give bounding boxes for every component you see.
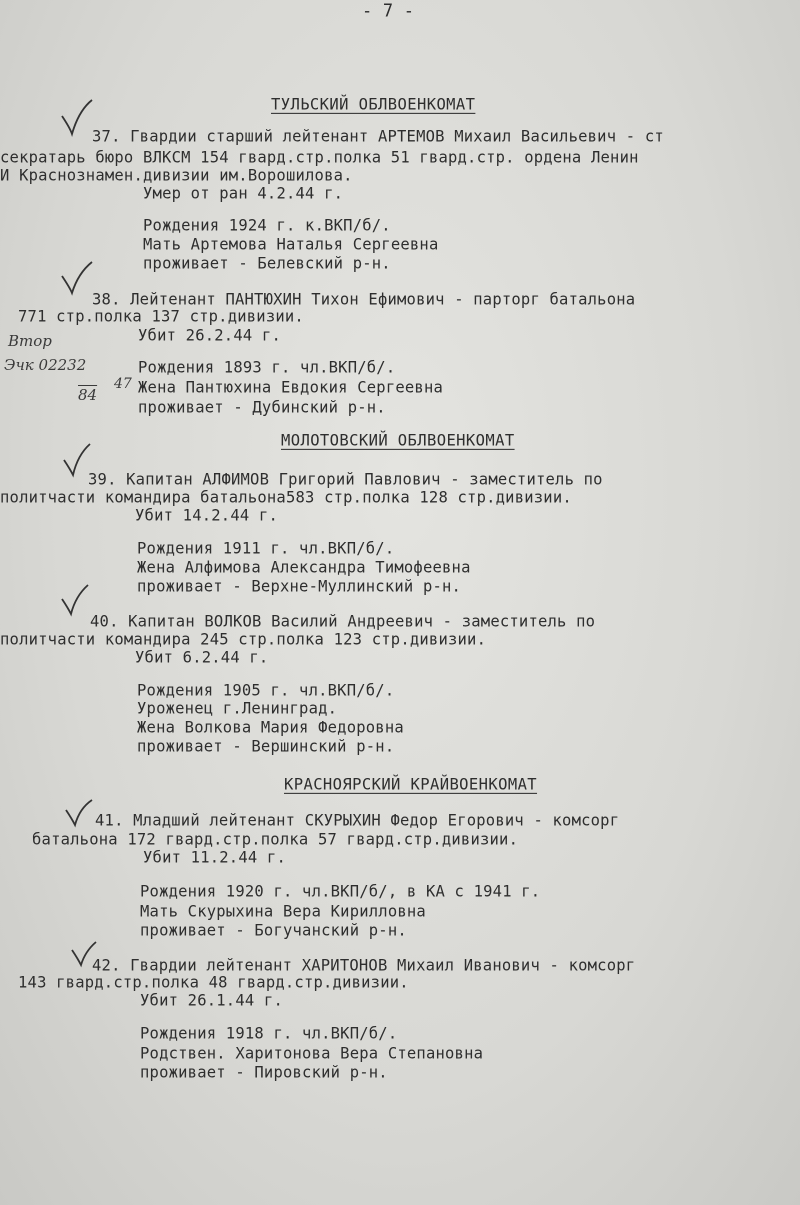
- entry-40-line-7: проживает - Вершинский р-н.: [137, 737, 395, 756]
- entry-40-line-4: Рождения 1905 г. чл.ВКП/б/.: [137, 681, 395, 700]
- entry-37-line-4: Умер от ран 4.2.44 г.: [143, 184, 344, 203]
- entry-42-line-3: Убит 26.1.44 г.: [140, 991, 283, 1010]
- section-header-molotov: МОЛОТОВСКИЙ ОБЛВОЕНКОМАТ: [281, 431, 515, 450]
- entry-39-line-4: Рождения 1911 г. чл.ВКП/б/.: [137, 539, 395, 558]
- margin-note-vtor: Втор: [8, 332, 52, 350]
- page-number: - 7 -: [362, 0, 415, 22]
- entry-37-line-7: проживает - Белевский р-н.: [143, 254, 391, 273]
- entry-41-line-3: Убит 11.2.44 г.: [143, 848, 286, 867]
- entry-42-line-5: Родствен. Харитонова Вера Степановна: [140, 1044, 484, 1063]
- margin-note-47: 47: [114, 376, 132, 392]
- entry-41-line-2: батальона 172 гвард.стр.полка 57 гвард.стр.дивизии.: [32, 830, 519, 849]
- checkmark-icon: [60, 98, 96, 138]
- margin-note-84: 84: [78, 386, 98, 404]
- entry-42-line-2: 143 гвард.стр.полка 48 гвард.стр.дивизии.: [18, 973, 409, 992]
- checkmark-icon: [70, 940, 98, 968]
- entry-38-line-2: 771 стр.полка 137 стр.дивизии.: [18, 307, 304, 326]
- entry-38-line-4: Рождения 1893 г. чл.ВКП/б/.: [138, 358, 396, 377]
- entry-42-line-6: проживает - Пировский р-н.: [140, 1063, 388, 1082]
- entry-39-line-5: Жена Алфимова Александра Тимофеевна: [137, 558, 471, 577]
- entry-38-line-6: проживает - Дубинский р-н.: [138, 398, 386, 417]
- entry-42-line-1: 42. Гвардии лейтенант ХАРИТОНОВ Михаил Иванович - комсорг: [92, 956, 636, 975]
- entry-37-line-5: Рождения 1924 г. к.ВКП/б/.: [143, 216, 391, 235]
- entry-40-line-6: Жена Волкова Мария Федоровна: [137, 718, 404, 737]
- entry-41-line-5: Мать Скурыхина Вера Кирилловна: [140, 902, 426, 921]
- entry-40-line-3: Убит 6.2.44 г.: [135, 648, 269, 667]
- entry-40-line-2: политчасти командира 245 стр.полка 123 стр.дивизии.: [0, 630, 487, 649]
- entry-37-line-6: Мать Артемова Наталья Сергеевна: [143, 235, 439, 254]
- entry-39-line-1: 39. Капитан АЛФИМОВ Григорий Павлович - заместитель по: [88, 470, 603, 489]
- checkmark-icon: [64, 798, 94, 828]
- entry-40-line-5: Уроженец г.Ленинград.: [137, 699, 338, 718]
- entry-39-line-6: проживает - Верхне-Муллинский р-н.: [137, 577, 462, 596]
- checkmark-icon: [60, 260, 96, 296]
- entry-40-line-1: 40. Капитан ВОЛКОВ Василий Андреевич - заместитель по: [90, 612, 596, 631]
- entry-38-line-1: 38. Лейтенант ПАНТЮХИН Тихон Ефимович - парторг батальона: [92, 290, 636, 309]
- entry-39-line-3: Убит 14.2.44 г.: [135, 506, 278, 525]
- checkmark-icon: [62, 442, 92, 478]
- entry-37-line-1: 37. Гвардии старший лейтенант АРТЕМОВ Михаил Васильевич - ст: [92, 127, 664, 146]
- entry-38-line-3: Убит 26.2.44 г.: [138, 326, 281, 345]
- entry-41-line-6: проживает - Богучанский р-н.: [140, 921, 407, 940]
- checkmark-icon: [60, 583, 90, 617]
- section-header-krasnoyarsk: КРАСНОЯРСКИЙ КРАЙВОЕНКОМАТ: [284, 775, 538, 794]
- section-header-tula: ТУЛЬСКИЙ ОБЛВОЕНКОМАТ: [271, 95, 476, 114]
- entry-41-line-1: 41. Младший лейтенант СКУРЫХИН Федор Егорович - комсорг: [95, 811, 620, 830]
- entry-37-line-2: секратарь бюро ВЛКСМ 154 гвард.стр.полка 51 гвард.стр. ордена Ленин: [0, 148, 639, 167]
- entry-42-line-4: Рождения 1918 г. чл.ВКП/б/.: [140, 1024, 398, 1043]
- margin-note-number: Эчк 02232: [4, 356, 87, 374]
- entry-39-line-2: политчасти командира батальона583 стр.полка 128 стр.дивизии.: [0, 488, 572, 507]
- entry-41-line-4: Рождения 1920 г. чл.ВКП/б/, в КА с 1941 г.: [140, 882, 541, 901]
- entry-37-line-3: И Краснознамен.дивизии им.Ворошилова.: [0, 166, 353, 185]
- entry-38-line-5: Жена Пантюхина Евдокия Сергеевна: [138, 378, 444, 397]
